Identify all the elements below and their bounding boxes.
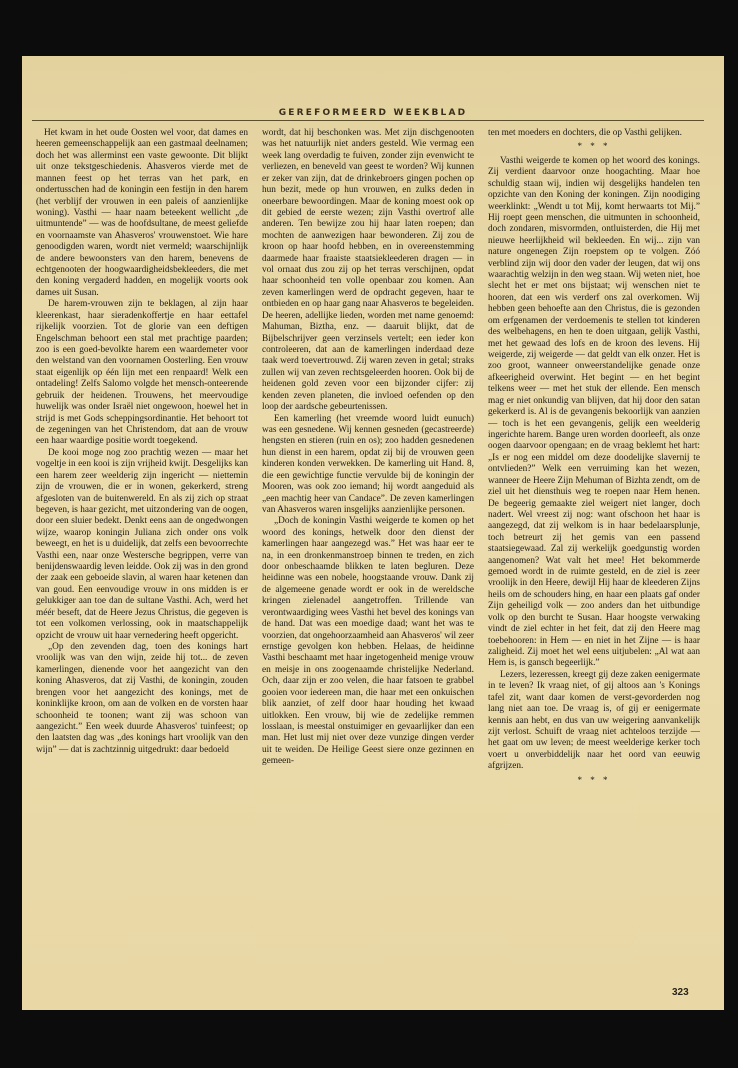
paragraph: De kooi moge nog zoo prachtig wezen — maar het vogeltje in een kooi is zijn vrijheid kwijt. Desgelijks kan een harem zeer weelderig zijn ingericht — niettemin zijn de vrouwen, die er in wonen, gekerkerd, streng afgesloten van de buitenwereld. En als zij zich op straat begeven, is haar gezicht, met uitzondering van de oogen, door een sluier bedekt. Denkt eens aan de ongedwongen wijze, waarop koningin Juliana zich onder ons volk beweegt, en het is u duidelijk, dat zelfs een bevoorrechte Vasthi een, naar onze Westersche begrippen, verre van benijdenswaardig leven leidde. Ook zij was in den grond der zaak een geboeide slavin, al waren haar ketenen dan van goud. Een eenvoudige vrouw in ons midden is er gelukkiger aan toe dan de sultane Vasthi. Ach, werd het méér beseft, dat de Heere Jezus Christus, die gegeven is tot een volkomen verlossing, ook in maatschappelijk opzicht de vrouw uit haar vernedering heeft opgericht. [36, 447, 248, 641]
column-1 [36, 128, 248, 998]
column-2 [262, 128, 474, 998]
scan-border-top [0, 0, 738, 56]
paragraph: Het kwam in het oude Oosten wel voor, dat dames en heeren gemeenschappelijk aan een gastmaal deelnamen; doch het was allerminst een vaste gewoonte. Dit blijkt uit onze tekstgeschiedenis. Ahasveros vierde met de mannen feest op het terras van het park, en ondertusschen had de koningin een festijn in den harem (het verblijf der vrouwen in een paleis of aanzienlijke woning). Vasthi — haar naam beteekent wellicht „de uitmuntende” — was de hoofdsultane, de meest geliefde en voornaamste van Ahasveros' vrouwenstoet. Wie hare genoodigden waren, wordt niet vermeld; waarschijnlijk de andere bewoonsters van den harem, benevens de echtgenooten der hoogwaardigheidsbekleeders, die met den koning vergaderd hadden, en mogelijk voorts ook dames uit Susan. [36, 128, 248, 298]
section-separator: * * * [577, 141, 611, 152]
paragraph: „Op den zevenden dag, toen des konings hart vroolijk was van den wijn, zeide hij tot... de zeven kamerlingen, dienende voor het aangezicht van den koning Ahasveros, dat zij Vasthi, de koningin, zouden brengen voor het aangezicht des konings, met de koninklijke kroon, om aan de volken en de vorsten haar schoonheid te toonen; want zij was schoon van aangezicht.” Een week duurde Ahasveros' tuinfeest; op den laatsten dag was „des konings hart vroolijk van den wijn” — dat is zachtzinnig uitgedrukt: daar bedoeld [36, 641, 248, 755]
column-3 [488, 128, 700, 998]
header-rule [32, 120, 704, 121]
end-separator: * * * [577, 774, 611, 785]
paragraph: Lezers, lezeressen, kreegt gij deze zaken eenigermate in te leven? Ik vraag niet, of gij altoos aan 's Konings tafel zit, want daar komen de verst-gevorderden nog lang niet aan toe. De vraag is, of gij er eenigermate kennis aan hebt, en dus van uw weigering aanvankelijk zijt verlost. Schuift de vraag niet achteloos terzijde — het gaat om uw leven; de meest weelderige kerker toch voert u onverbiddelijk naar het oord van eeuwig afgrijzen. [488, 669, 700, 772]
paragraph: wordt, dat hij beschonken was. Met zijn dischgenooten was het natuurlijk niet anders gesteld. Wie vermag een week lang overdadig te fuiven, zonder zijn evenwicht te verliezen, en beneveld van geest te worden? Wij kunnen er zeker van zijn, dat de drinkebroers gingen pochen op hun bezit, mede op hun vrouwen, en zulks deden in oneerbare bewoordingen. Maar de koning moest ook op dit gebied de eerste wezen; zijn Vasthi overtrof alle anderen. Ten bewijze zou hij haar laten roepen; dan mochten de aanwezigen haar bewonderen. Zij zou de kroon op haar hoofd hebben, en in overeenstemming daarmede haar fraaiste staatsiekleederen dragen — in vol ornaat dus zou zij op het terras verschijnen, opdat haar schoonheid ten volle openbaar zou komen. Aan zeven kamerlingen werd de opdracht gegeven, haar te ontbieden en op haar gang naar Ahasveros te begeleiden. De heeren, adellijke lieden, worden met name genoemd: Mahuman, Biztha, enz. — daaruit blijkt, dat de Bijbelschrijver geen verzinsels vertelt; een ieder kon controleeren, dat aan de kamerlingen inderdaad deze taak werd toevertrouwd. Zij waren zeven in getal; straks zullen wij van zeven rechtsgeleerden hooren. Ook bij de heidenen gold zeven voor een bijzonder cijfer: zij kenden zeven planeten, die invloed oefenden op den loop der aardsche gebeurtenissen. [262, 128, 474, 413]
paragraph: „Doch de koningin Vasthi weigerde te komen op het woord des konings, hetwelk door den dienst der kamerlingen haar aangezegd was.” Het was haar eer te na, in een dronkenmanstroep binnen te treden, en zich door onbeschaamde blikken te laten begluren. Deze heidinne was een nobele, hoogstaande vrouw. Dank zij de algemeene genade wordt er ook in de wereldsche kringen zielenadel aangetroffen. Trillende van verontwaardiging wees Vasthi het bevel des konings van de hand. Dat was een moedige daad; want het was te voorzien, dat ongehoorzaamheid aan Ahasveros' wil zeer ernstige gevolgen kon hebben. Helaas, de heidinne Vasthi beschaamt met haar ingetogenheid menige vrouw en meisje in ons zoogenaamde christelijke Nederland. Och, daar zijn er zoo velen, die haar fatsoen te grabbel gooien voor iedereen man, die haar met een onkuischen blik aanziet, of zelf door haar houding het kwaad uitlokken. Een vrouw, bij wie de zedelijke remmen losslaan, is meestal onstuimiger en gevaarlijker dan een man. Het lust mij niet over deze vunzige dingen verder uit te weiden. De Heilige Geest siere onze gezinnen en gemeen- [262, 516, 474, 767]
scan-border-bottom [0, 1010, 738, 1068]
paragraph: De harem-vrouwen zijn te beklagen, al zijn haar kleerenkast, haar sieradenkoffertje en haar eettafel rijkelijk voorzien. Tot de glorie van een deftigen Engelschman behoort een stal met prachtige paarden; zoo is een goed-bevolkte harem een waardemeter voor den welstand van den voornamen Oosterling. Een vrouw staat eigenlijk op één lijn met een renpaard! Welk een ontadeling! Zelfs Salomo volgde het mensch-onteerende gebruik der heidenen. Trouwens, het meervoudige huwelijk was onder Israël niet ongewoon, hoewel het in strijd is met Gods scheppingsordinantie. Het behoort tot de zegeningen van het Christendom, dat aan de vrouw een haar waardige positie wordt toegekend. [36, 299, 248, 447]
paragraph: Een kamerling (het vreemde woord luidt eunuch) was een gesnedene. Wij kennen gesneden (gecastreerde) hengsten en stieren (ruin en os); zoo hadden gesnedenen hun dienst in een harem, opdat zij bij de vrouwen geen kinderen konden verwekken. De kamerling uit Hand. 8, die een gewichtige functie vervulde bij de koningin der Mooren, was ook zoo iemand; hij wordt aangeduid als „een machtig heer van Candace”. De zeven kamerlingen van Ahasveros waren insgelijks aanzienlijke personen. [262, 413, 474, 515]
scan-border-left [0, 0, 22, 1068]
running-header: GEREFORMEERD WEEKBLAD [278, 108, 468, 118]
page-number: 323 [672, 987, 689, 998]
scan-border-right [724, 0, 738, 1068]
paragraph: ten met moeders en dochters, die op Vasthi gelijken. [488, 128, 682, 138]
magazine-page [22, 56, 724, 1010]
paragraph: Vasthi weigerde te komen op het woord des konings. Zij verdient daarvoor onze hoogachting. Maar hoe schuldig staan wij, indien wij desgelijks handelen ten opzichte van den Koning der koningen. Zijn noodiging weerklinkt: „Wendt u tot Mij, komt herwaarts tot Mij.” Hij roept geen menschen, die uitmunten in schoonheid, doch zondaren, misvormden, ontluisterden, die Hij met nieuwe heerlijkheid wil bekleeden. En wij... zijn van nature ongenegen Zijn roepstem op te volgen. Zóó verblind zijn wij door den vader der leugen, dat wij ons waarachtig welzijn in den weg staan. Wij weten niet, hoe slecht het er met ons bijstaat; wij wenschen niet te hooren, dat een wis verderf ons zal overkomen. Wij hebben geen behoefte aan den Christus, die is gezonden om erfgenamen der verdoemenis te stellen tot kinderen des welbehagens, en hen te doen uitgaan, gelijk Vasthi, met het gewaad des lofs en de kroon des levens. Hij weigerde, zij weigerde — dat geldt van elk onzer. Het is zoo groot, wanneer onweerstandelijke genade onze afkeerigheid overwint. Het begint — en het begint telkens weer — met het stuk der ellende. Een mensch mag er niet onkundig van blijven, dat hij door den satan gekerkerd is. Al is de gevangenis bekoorlijk van aanzien — toch is het een gevangenis, gelijk een weelderig ingerichte harem. Bange uren worden doorleeft, als onze oogen daarvoor opengaan; en de vraag beklemt het hart: „Is er nog een middel om deze doodelijke slavernij te ontvlieden?” Welk een verruiming kan het wezen, wanneer de Heere Zijn Mehuman of Bizhta zendt, om de ziel uit het diensthuis weg te roepen naar Hem henen. De begeerig gemaakte ziel weigert niet langer, doch nadert. Wel vreest zij nog: want ofschoon het haar is aangezegd, dat zij welkom is in haar bedelaarsplunje, toch betreurt zij het gemis van een passend staatsiegewaad. Zal zij werkelijk goedgunstig worden aangenomen? Wat valt het mee! Het bekommerde gemoed wordt in de ruimte gesteld, en de ziel is zeer vroolijk in den Heere, dewijl Hij haar de kleederen Zijns heils om de schouders hing, en haar een plaats gaf onder Zijn geheiligd volk — zoo anders dan het uitbundige volk op den burcht te Susan. Haar hoogste verwaking vindt de ziel echter in het feit, dat zij den Heere mag toebehooren: in Hem — en niet in het Zijne — is haar zaligheid. Zij moet het wel eens uitjubelen: „Al wat aan Hem is, is gansch begeerlijk.” [488, 155, 700, 669]
